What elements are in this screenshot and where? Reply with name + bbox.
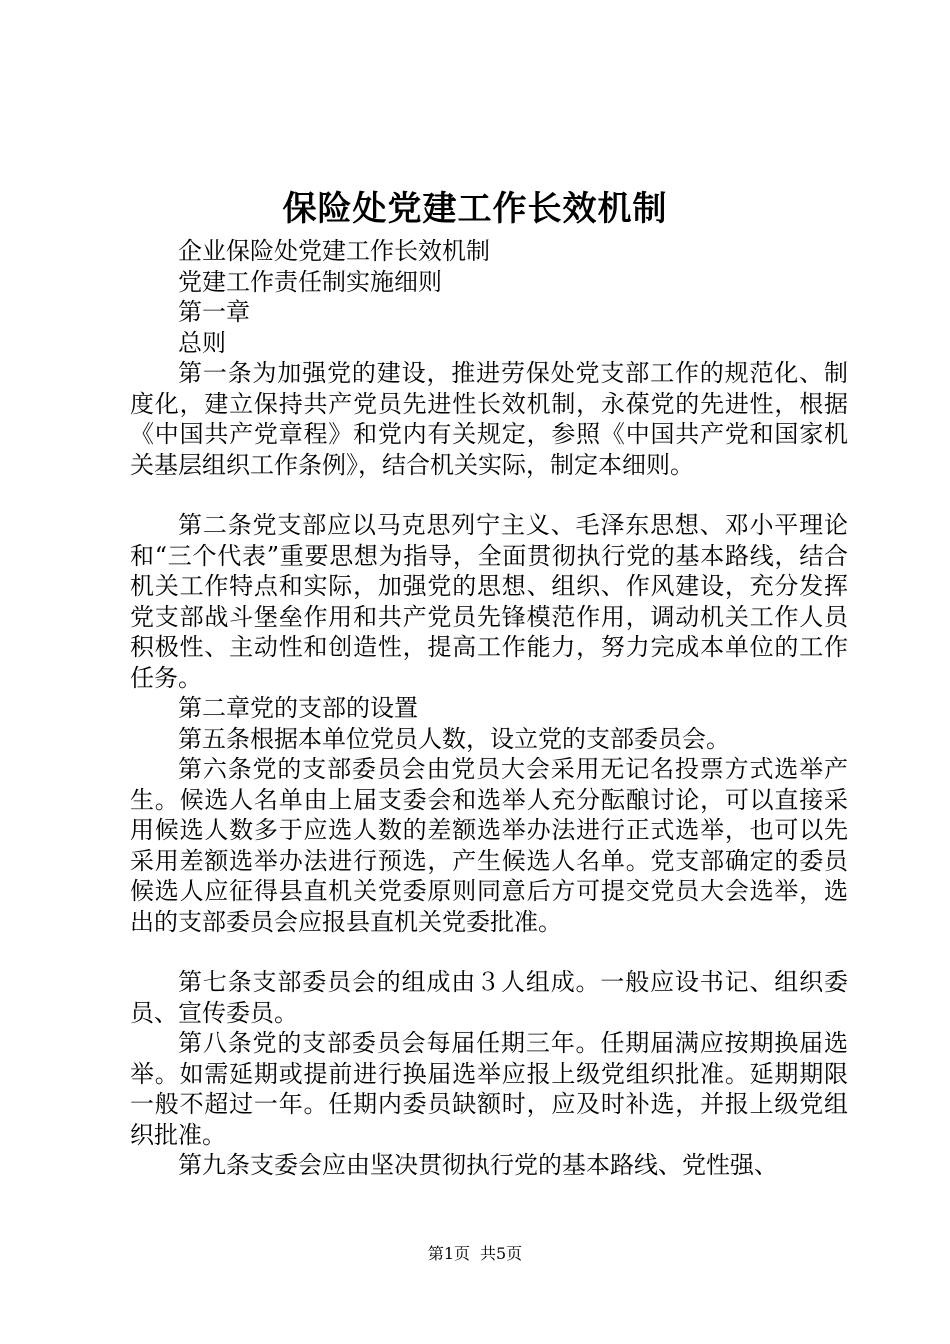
subtitle-line: 企业保险处党建工作长效机制 bbox=[178, 237, 490, 265]
article-paragraph: 第六条党的支部委员会由党员大会采用无记名投票方式选举产生。候选人名单由上届支委会和选举人充分酝酿讨论，可以直接采用候选人数多于应选人数的差额选举办法进行正式选举，也可以先采用差额选举办法进行预选，产生候选人名单。党支部确定的委员候选人应征得县直机关党委原则同意后方可提交党员大会选举，选出的支部委员会应报县直机关党委批准。 bbox=[130, 755, 848, 936]
page-number: 第1页 bbox=[427, 1244, 470, 1263]
document-body bbox=[130, 236, 848, 1181]
article-paragraph: 第九条支委会应由坚决贯彻执行党的基本路线、党性强、 bbox=[178, 1151, 778, 1179]
article-paragraph: 第七条支部委员会的组成由３人组成。一般应设书记、组织委员、宣传委员。 bbox=[130, 968, 848, 1027]
chapter-title: 总则 bbox=[178, 328, 226, 357]
chapter-heading: 第一章 bbox=[178, 298, 250, 326]
page-footer bbox=[0, 1243, 950, 1265]
chapter-heading: 第二章党的支部的设置 bbox=[178, 694, 418, 722]
article-paragraph: 第一条为加强党的建设，推进劳保处党支部工作的规范化、制度化，建立保持共产党员先进性长效机制，永葆党的先进性，根据《中国共产党章程》和党内有关规定，参照《中国共产党和国家机关基层组织工作条例》，结合机关实际，制定本细则。 bbox=[130, 359, 848, 479]
article-paragraph: 第八条党的支部委员会每届任期三年。任期届满应按期换届选举。如需延期或提前进行换届选举应报上级党组织批准。延期期限一般不超过一年。任期内委员缺额时，应及时补选，并报上级党组织批准。 bbox=[130, 1029, 848, 1149]
subtitle-line: 党建工作责任制实施细则 bbox=[178, 267, 442, 296]
page-total: 共5页 bbox=[480, 1244, 523, 1263]
article-paragraph: 第二条党支部应以马克思列宁主义、毛泽东思想、邓小平理论和“三个代表”重要思想为指导，全面贯彻执行党的基本路线，结合机关工作特点和实际，加强党的思想、组织、作风建设，充分发挥党支部战斗堡垒作用和共产党员先锋模范作用，调动机关工作人员积极性、主动性和创造性，提高工作能力，努力完成本单位的工作任务。 bbox=[130, 511, 848, 692]
article-paragraph: 第五条根据本单位党员人数，设立党的支部委员会。 bbox=[178, 724, 730, 753]
document-title: 保险处党建工作长效机制 bbox=[282, 189, 668, 229]
